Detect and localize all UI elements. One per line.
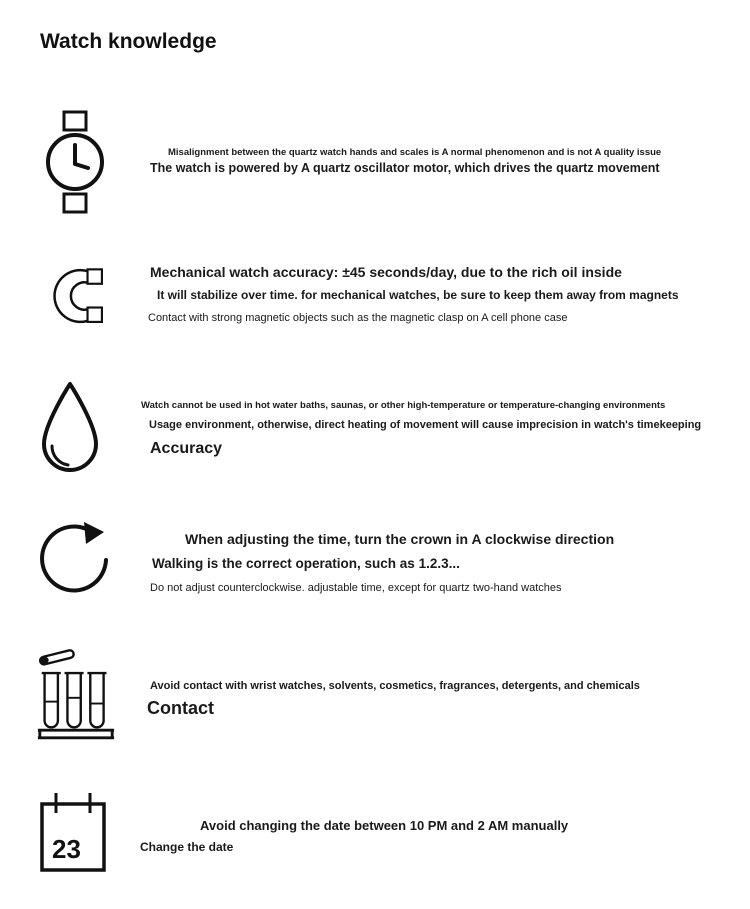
date-change-warning: Avoid changing the date between 10 PM and 2 AM manually — [200, 818, 569, 833]
accuracy-heading: Accuracy — [150, 440, 223, 457]
temperature-warning-note: Watch cannot be used in hot water baths, saunas, or other high-temperature or temperature-changing environments — [141, 400, 666, 411]
avoid-chemicals-text: Avoid contact with wrist watches, solvents, cosmetics, fragrances, detergents, and chemicals — [150, 680, 640, 692]
magnet-stabilize-text: It will stabilize over time. for mechanical watches, be sure to keep them away from magnets — [157, 288, 679, 302]
walking-operation-text: Walking is the correct operation, such as 1.2.3... — [152, 556, 460, 571]
crown-clockwise-headline: When adjusting the time, turn the crown in A clockwise direction — [185, 531, 615, 547]
water-drop-icon — [38, 378, 102, 478]
change-date-heading: Change the date — [140, 840, 234, 854]
quartz-movement-text: The watch is powered by A quartz oscillator motor, which drives the quartz movement — [150, 161, 660, 175]
clockwise-arrow-icon — [40, 518, 110, 608]
quartz-misalignment-note: Misalignment between the quartz watch hands and scales is A normal phenomenon and is not A quality issue — [168, 147, 662, 158]
calendar-icon — [38, 788, 108, 876]
magnet-accuracy-headline: Mechanical watch accuracy: ±45 seconds/day, due to the rich oil inside — [150, 264, 622, 280]
page-title: Watch knowledge — [40, 30, 217, 53]
contact-heading: Contact — [147, 698, 214, 718]
magnet-contact-note: Contact with strong magnetic objects such as the magnetic clasp on A cell phone case — [148, 312, 568, 324]
wristwatch-icon — [44, 110, 106, 214]
counterclockwise-note: Do not adjust counterclockwise. adjustable time, except for quartz two-hand watches — [150, 582, 562, 594]
chemicals-icon — [36, 642, 116, 746]
magnet-icon — [40, 258, 112, 334]
calendar-day-number: 23 — [52, 834, 81, 864]
usage-environment-text: Usage environment, otherwise, direct heating of movement will cause imprecision in watch's timekeeping — [149, 419, 702, 431]
